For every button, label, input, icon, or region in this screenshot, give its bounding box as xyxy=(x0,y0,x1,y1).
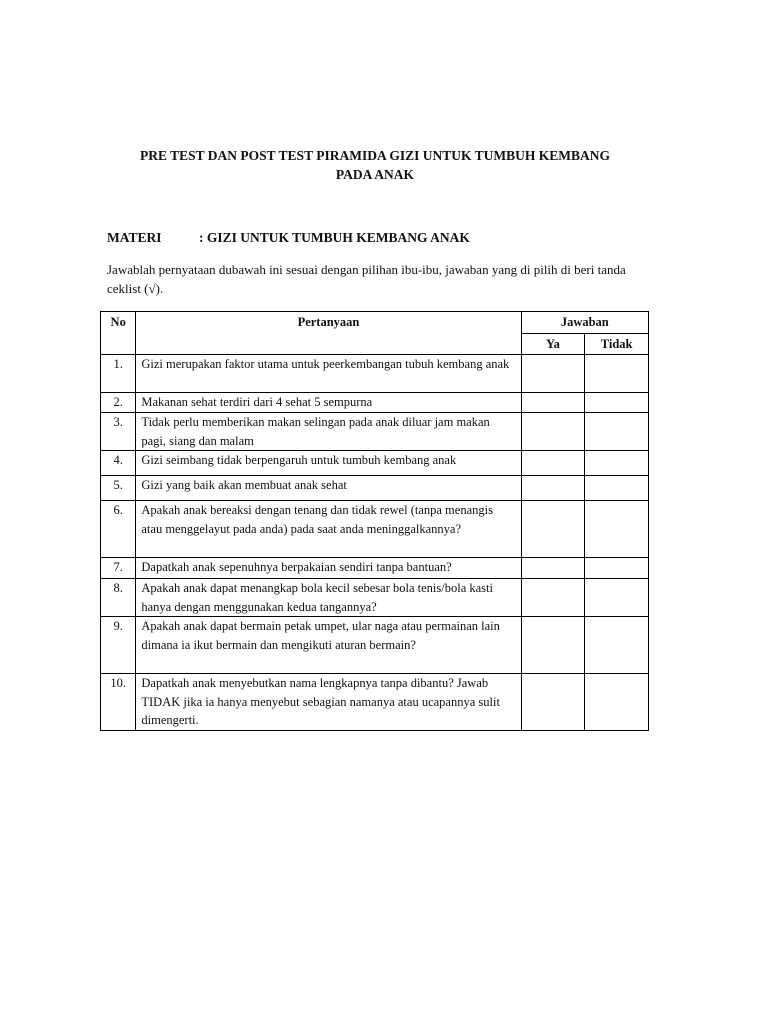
header-ya: Ya xyxy=(521,333,585,355)
row-question: Dapatkah anak sepenuhnya berpakaian sendiri tanpa bantuan? xyxy=(136,558,521,579)
materi-value: : GIZI UNTUK TUMBUH KEMBANG ANAK xyxy=(199,230,470,245)
answer-ya-cell[interactable] xyxy=(521,355,585,393)
answer-tidak-cell[interactable] xyxy=(585,451,649,476)
header-jawaban: Jawaban xyxy=(521,312,648,334)
title-line-1: PRE TEST DAN POST TEST PIRAMIDA GIZI UNTUK TUMBUH KEMBANG xyxy=(140,148,610,163)
table-row xyxy=(101,617,649,674)
row-question: Gizi yang baik akan membuat anak sehat xyxy=(136,476,521,501)
question-table xyxy=(100,311,649,731)
answer-ya-cell[interactable] xyxy=(521,476,585,501)
answer-ya-cell[interactable] xyxy=(521,413,585,451)
answer-tidak-cell[interactable] xyxy=(585,501,649,558)
row-number: 6. xyxy=(101,501,136,558)
table-row xyxy=(101,476,649,501)
row-question: Tidak perlu memberikan makan selingan pada anak diluar jam makan pagi, siang dan malam xyxy=(136,413,521,451)
header-tidak: Tidak xyxy=(585,333,649,355)
row-number: 5. xyxy=(101,476,136,501)
materi-label: MATERI xyxy=(107,230,162,245)
table-row xyxy=(101,501,649,558)
answer-ya-cell[interactable] xyxy=(521,558,585,579)
row-number: 10. xyxy=(101,674,136,731)
answer-tidak-cell[interactable] xyxy=(585,558,649,579)
row-question: Dapatkah anak menyebutkan nama lengkapnya tanpa dibantu? Jawab TIDAK jika ia hanya menyebut sebagian namanya atau ucapannya sulit dimengerti. xyxy=(136,674,521,731)
answer-ya-cell[interactable] xyxy=(521,617,585,674)
answer-tidak-cell[interactable] xyxy=(585,674,649,731)
table-row xyxy=(101,558,649,579)
row-number: 9. xyxy=(101,617,136,674)
answer-ya-cell[interactable] xyxy=(521,674,585,731)
answer-tidak-cell[interactable] xyxy=(585,579,649,617)
table-row xyxy=(101,579,649,617)
table-row xyxy=(101,674,649,731)
table-row xyxy=(101,393,649,413)
table-row xyxy=(101,413,649,451)
header-pertanyaan: Pertanyaan xyxy=(136,312,521,355)
row-question: Apakah anak dapat bermain petak umpet, ular naga atau permainan lain dimana ia ikut bermain dan mengikuti aturan bermain? xyxy=(136,617,521,674)
answer-tidak-cell[interactable] xyxy=(585,413,649,451)
answer-tidak-cell[interactable] xyxy=(585,393,649,413)
answer-ya-cell[interactable] xyxy=(521,579,585,617)
document-title xyxy=(100,146,650,184)
table-row xyxy=(101,451,649,476)
row-number: 4. xyxy=(101,451,136,476)
row-number: 8. xyxy=(101,579,136,617)
row-question: Makanan sehat terdiri dari 4 sehat 5 sempurna xyxy=(136,393,521,413)
answer-ya-cell[interactable] xyxy=(521,393,585,413)
row-number: 7. xyxy=(101,558,136,579)
answer-tidak-cell[interactable] xyxy=(585,355,649,393)
row-question: Apakah anak dapat menangkap bola kecil sebesar bola tenis/bola kasti hanya dengan menggunakan kedua tangannya? xyxy=(136,579,521,617)
row-question: Gizi merupakan faktor utama untuk peerkembangan tubuh kembang anak xyxy=(136,355,521,393)
row-question: Apakah anak bereaksi dengan tenang dan tidak rewel (tanpa menangis atau menggelayut pada anda) pada saat anda meninggalkannya? xyxy=(136,501,521,558)
answer-ya-cell[interactable] xyxy=(521,501,585,558)
materi-line xyxy=(107,229,470,247)
table-row xyxy=(101,355,649,393)
row-number: 2. xyxy=(101,393,136,413)
instruction-text: Jawablah pernyataan dubawah ini sesuai dengan pilihan ibu-ibu, jawaban yang di pilih di beri tanda ceklist (√). xyxy=(107,262,626,296)
answer-tidak-cell[interactable] xyxy=(585,476,649,501)
row-number: 1. xyxy=(101,355,136,393)
header-no: No xyxy=(101,312,136,355)
answer-tidak-cell[interactable] xyxy=(585,617,649,674)
row-question: Gizi seimbang tidak berpengaruh untuk tumbuh kembang anak xyxy=(136,451,521,476)
title-line-2: PADA ANAK xyxy=(335,167,415,182)
row-number: 3. xyxy=(101,413,136,451)
answer-ya-cell[interactable] xyxy=(521,451,585,476)
